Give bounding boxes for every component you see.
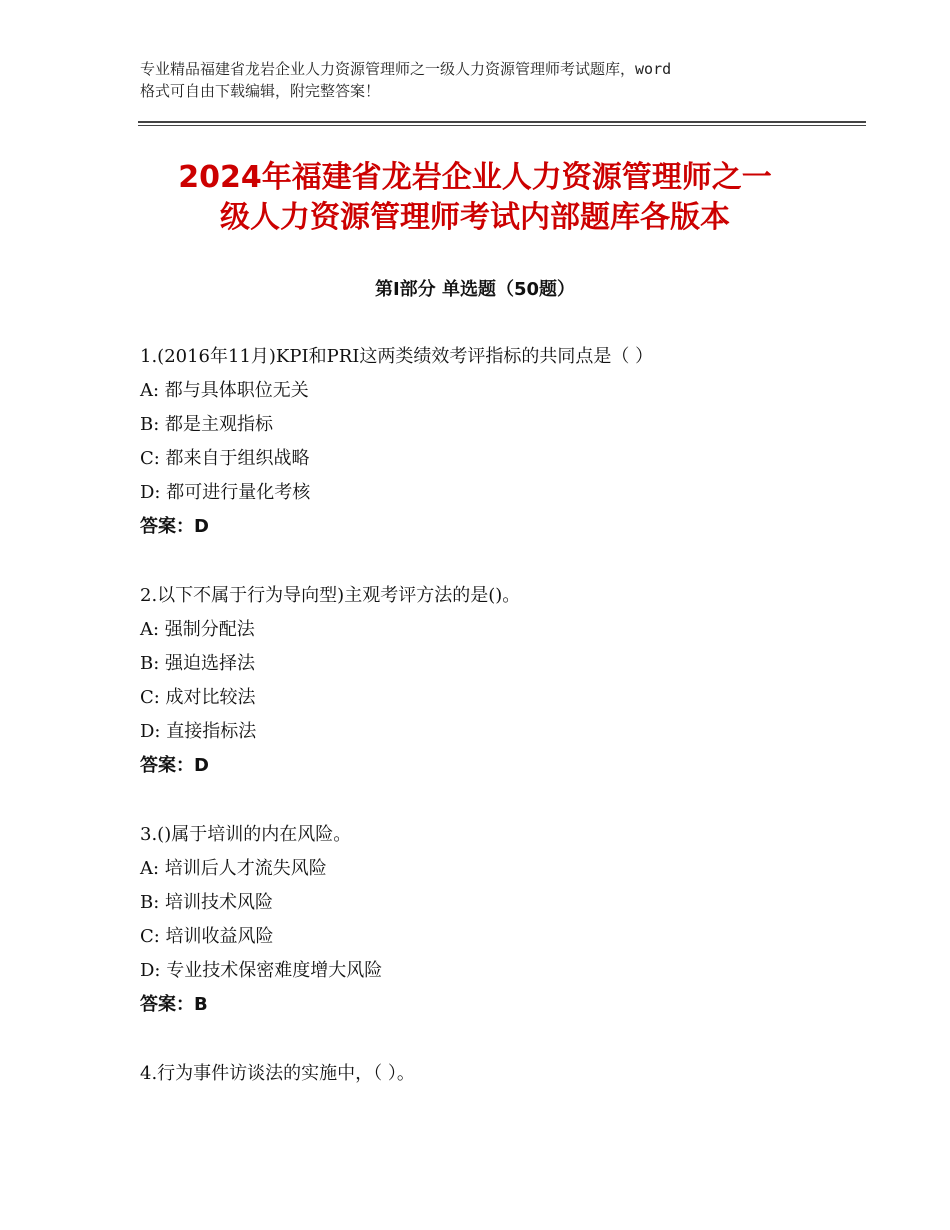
question-4 xyxy=(140,1057,860,1091)
document-title-line-2: 级人力资源管理师考试内部题库各版本 xyxy=(220,200,730,235)
question-3 xyxy=(140,818,860,1022)
answer: 答案：D xyxy=(140,755,209,776)
option-c: C: 成对比较法 xyxy=(140,687,256,708)
option-b: B: 强迫选择法 xyxy=(140,653,256,674)
question-text: 1.(2016年11月)KPI和PRI这两类绩效考评指标的共同点是（ ） xyxy=(140,346,654,367)
section-heading: 第Ⅰ部分 单选题（50题） xyxy=(374,279,575,300)
header-note xyxy=(140,58,820,102)
option-c: C: 都来自于组织战略 xyxy=(140,448,310,469)
header-note-line-2: 格式可自由下载编辑，附完整答案！ xyxy=(140,82,381,100)
option-d: D: 专业技术保密难度增大风险 xyxy=(140,960,383,981)
header-divider-thick xyxy=(138,121,866,123)
answer: 答案：D xyxy=(140,516,209,537)
header-divider-thin xyxy=(138,125,866,126)
question-text: 3.()属于培训的内在风险。 xyxy=(140,824,352,845)
option-b: B: 培训技术风险 xyxy=(140,892,274,913)
option-c: C: 培训收益风险 xyxy=(140,926,274,947)
option-a: A: 培训后人才流失风险 xyxy=(140,858,327,879)
question-text: 4.行为事件访谈法的实施中，（ ）。 xyxy=(140,1063,415,1084)
option-a: A: 都与具体职位无关 xyxy=(140,380,309,401)
document-title-line-1: 2024年福建省龙岩企业人力资源管理师之一 xyxy=(178,160,772,195)
question-2 xyxy=(140,579,860,783)
option-b: B: 都是主观指标 xyxy=(140,414,274,435)
document-title xyxy=(120,158,830,238)
option-a: A: 强制分配法 xyxy=(140,619,255,640)
question-text: 2.以下不属于行为导向型)主观考评方法的是()。 xyxy=(140,585,521,606)
header-note-line-1: 专业精品福建省龙岩企业人力资源管理师之一级人力资源管理师考试题库，word xyxy=(140,60,672,78)
answer: 答案：B xyxy=(140,994,208,1015)
option-d: D: 都可进行量化考核 xyxy=(140,482,311,503)
question-1 xyxy=(140,340,860,544)
option-d: D: 直接指标法 xyxy=(140,721,257,742)
